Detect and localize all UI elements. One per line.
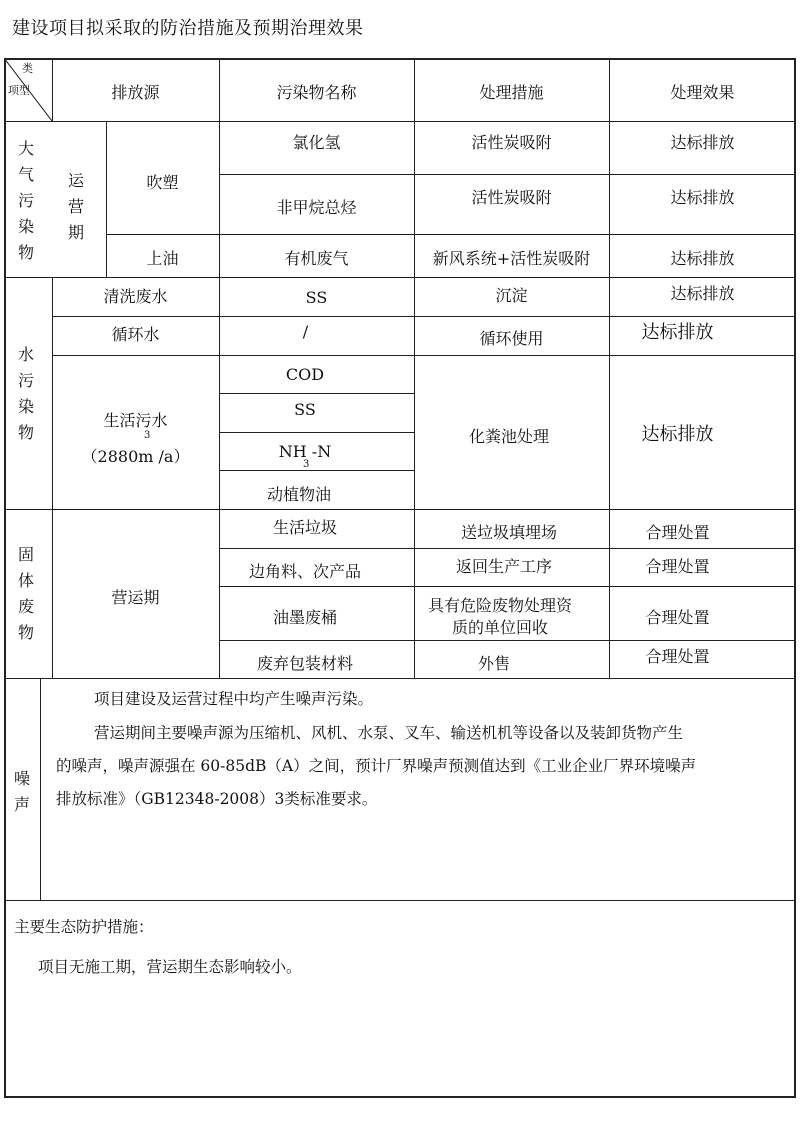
air-measure: 活性炭吸附 (471, 133, 552, 152)
rule (52, 277, 53, 509)
domestic-pollutant: SS (294, 400, 316, 419)
solid-measure-line2: 质的单位回收 (451, 618, 548, 637)
header-effect: 处理效果 (670, 83, 735, 102)
rule (4, 900, 796, 901)
header-source: 排放源 (111, 83, 160, 102)
noise-paragraph-2b: 的噪声，噪声源强在 60-85dB（A）之间，预计厂界噪声预测值达到《工业企业厂界环境噪声 (56, 757, 697, 775)
water-measure: 循环使用 (479, 329, 544, 348)
domestic-volume: （2880m /a） (81, 447, 190, 466)
air-pollutant: 非甲烷总烃 (276, 198, 357, 217)
solid-effect: 合理处置 (645, 608, 710, 627)
noise-paragraph-1: 项目建设及运营过程中均产生噪声污染。 (94, 690, 374, 708)
rule (219, 432, 414, 433)
rule (219, 548, 796, 549)
rule (219, 586, 796, 587)
air-measure: 新风系统+活性炭吸附 (432, 249, 591, 268)
page-title: 建设项目拟采取的防治措施及预期治理效果 (12, 18, 364, 39)
solid-pollutant: 油墨废桶 (272, 608, 337, 627)
eco-text: 项目无施工期，营运期生态影响较小。 (38, 958, 302, 976)
header-corner-bottom: 项型 (8, 84, 30, 97)
solid-measure-line1: 具有危险废物处理资 (427, 596, 572, 615)
solid-pollutant: 生活垃圾 (272, 518, 337, 537)
water-category: 水污染物 (17, 345, 34, 442)
rule (219, 640, 796, 641)
solid-measure: 送垃圾填埋场 (460, 523, 557, 542)
solid-pollutant: 废弃包装材料 (256, 654, 353, 673)
noise-paragraph-2c: 排放标准》（GB12348-2008）3类标准要求。 (56, 790, 378, 808)
water-effect: 达标排放 (670, 284, 735, 303)
water-measure: 沉淀 (495, 286, 528, 305)
rule (4, 678, 796, 679)
solid-effect: 合理处置 (645, 647, 710, 666)
domestic-source: 生活污水 (103, 411, 168, 430)
air-pollutant: 氯化氢 (292, 133, 341, 152)
water-effect: 达标排放 (641, 322, 714, 343)
solid-pollutant: 边角料、次产品 (248, 562, 361, 581)
solid-effect: 合理处置 (645, 557, 710, 576)
domestic-volume-sup: 3 (144, 430, 151, 441)
header-measure: 处理措施 (479, 83, 544, 102)
domestic-pollutant-sub: 3 (303, 459, 310, 470)
noise-label: 噪声 (13, 769, 30, 814)
rule (52, 355, 796, 356)
air-effect: 达标排放 (670, 188, 735, 207)
water-source: 循环水 (111, 325, 160, 344)
rule (219, 470, 414, 471)
air-effect: 达标排放 (670, 249, 735, 268)
header-corner-top: 类 (22, 62, 33, 75)
water-source: 清洗废水 (103, 287, 168, 306)
water-pollutant: SS (305, 288, 328, 307)
rule (4, 277, 796, 278)
noise-paragraph-2a: 营运期间主要噪声源为压缩机、风机、水泵、叉车、输送机机等设备以及装卸货物产生 (94, 724, 684, 742)
rule (106, 234, 796, 235)
water-pollutant: / (302, 322, 309, 341)
rule (219, 174, 796, 175)
solid-effect: 合理处置 (645, 523, 710, 542)
air-phase: 运营期 (67, 171, 84, 242)
header-pollutant: 污染物名称 (276, 83, 357, 102)
domestic-pollutant: 动植物油 (266, 485, 331, 504)
eco-heading: 主要生态防护措施： (14, 918, 154, 936)
solid-measure: 外售 (477, 654, 510, 673)
rule (4, 509, 796, 510)
domestic-measure: 化粪池处理 (468, 427, 549, 446)
solid-phase: 营运期 (111, 588, 160, 607)
air-source: 上油 (146, 249, 179, 268)
domestic-effect: 达标排放 (641, 424, 714, 445)
rule (52, 316, 796, 317)
rule (219, 393, 414, 394)
rule (40, 678, 41, 900)
air-category: 大气污染物 (17, 139, 34, 262)
solid-measure: 返回生产工序 (455, 557, 552, 576)
air-measure: 活性炭吸附 (471, 188, 552, 207)
domestic-pollutant: NH -N (278, 442, 332, 461)
solid-category: 固体废物 (17, 545, 34, 642)
rule (4, 121, 796, 122)
domestic-pollutant: COD (285, 365, 325, 384)
air-effect: 达标排放 (670, 133, 735, 152)
air-pollutant: 有机废气 (284, 249, 349, 268)
air-source: 吹塑 (146, 173, 179, 192)
